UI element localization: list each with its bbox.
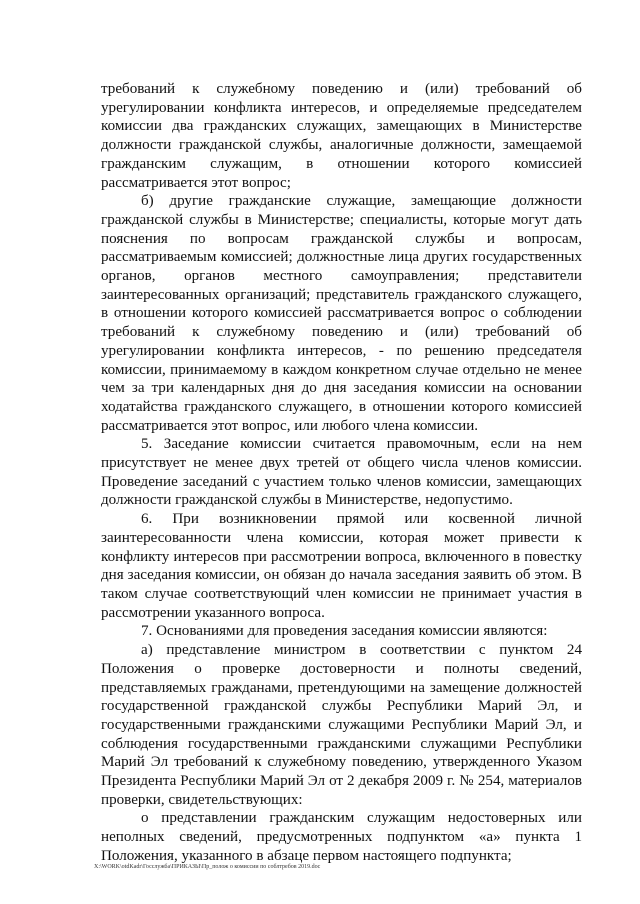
paragraph-5: 7. Основаниями для проведения заседания комиссии являются: — [141, 623, 548, 640]
paragraph-2: б) другие гражданские служащие, замещающие должности гражданской службы в Министерстве; специалисты, которые могут дать пояснения по вопросам гражданской службы и вопросам, рассматриваемым комиссией; должностные лица других государственных органов, органов местного самоуправления; представители заинтересованных организаций; представитель гражданского служащего, в отношении которого комиссией рассматривается вопрос о соблюдении требований к служебному поведению и (или) требований об урегулировании конфликта интересов, - по решению председателя комиссии, принимаемому в каждом конкретном случае отдельно не менее чем за три календарных дня до дня заседания комиссии на основании ходатайства гражданского служащего, в отношении которого комиссией рассматривается этот вопрос, или любого члена комиссии. — [101, 193, 582, 434]
paragraph-6: а) представление министром в соответствии с пунктом 24 Положения о проверке достоверности и полноты сведений, представляемых гражданами, претендующими на замещение должностей государственной гражданской службы Республики Марий Эл, и государственными гражданскими служащими Республики Марий Эл, и соблюдения государственными гражданскими служащими Республики Марий Эл требований к служебному поведению, утвержденного Указом Президента Республики Марий Эл от 2 декабря 2009 г. № 254, материалов проверки, свидетельствующих: — [101, 642, 582, 808]
paragraph-1: требований к служебному поведению и (или) требований об урегулировании конфликта интересов, и определяемые председателем комиссии два гражданских служащих, замещающих в Министерстве должности гражданской службы, аналогичные должности, замещаемой гражданским служащим, в отношении которого комиссией рассматривается этот вопрос; — [101, 81, 582, 191]
paragraph-7: о представлении гражданским служащим недостоверных или неполных сведений, предусмотренных подпунктом «а» пункта 1 Положения, указанного в абзаце первом настоящего подпункта; — [101, 810, 582, 864]
document-body — [101, 80, 582, 866]
paragraph-4: 6. При возникновении прямой или косвенной личной заинтересованности члена комиссии, которая может привести к конфликту интересов при рассмотрении вопроса, включенного в повестку дня заседания комиссии, он обязан до начала заседания заявить об этом. В таком случае соответствующий член комиссии не принимает участия в рассмотрении указанного вопроса. — [101, 511, 582, 621]
footer-file-path: X:\WORK\otdKadr\Госслужба\ПРИКАЗЫ\Пр_полож о комиссии по соблтребов 2019.doc — [94, 864, 321, 870]
paragraph-3: 5. Заседание комиссии считается правомочным, если на нем присутствует не менее двух третей от общего числа членов комиссии. Проведение заседаний с участием только членов комиссии, замещающих должности гражданской службы в Министерстве, недопустимо. — [101, 436, 582, 509]
